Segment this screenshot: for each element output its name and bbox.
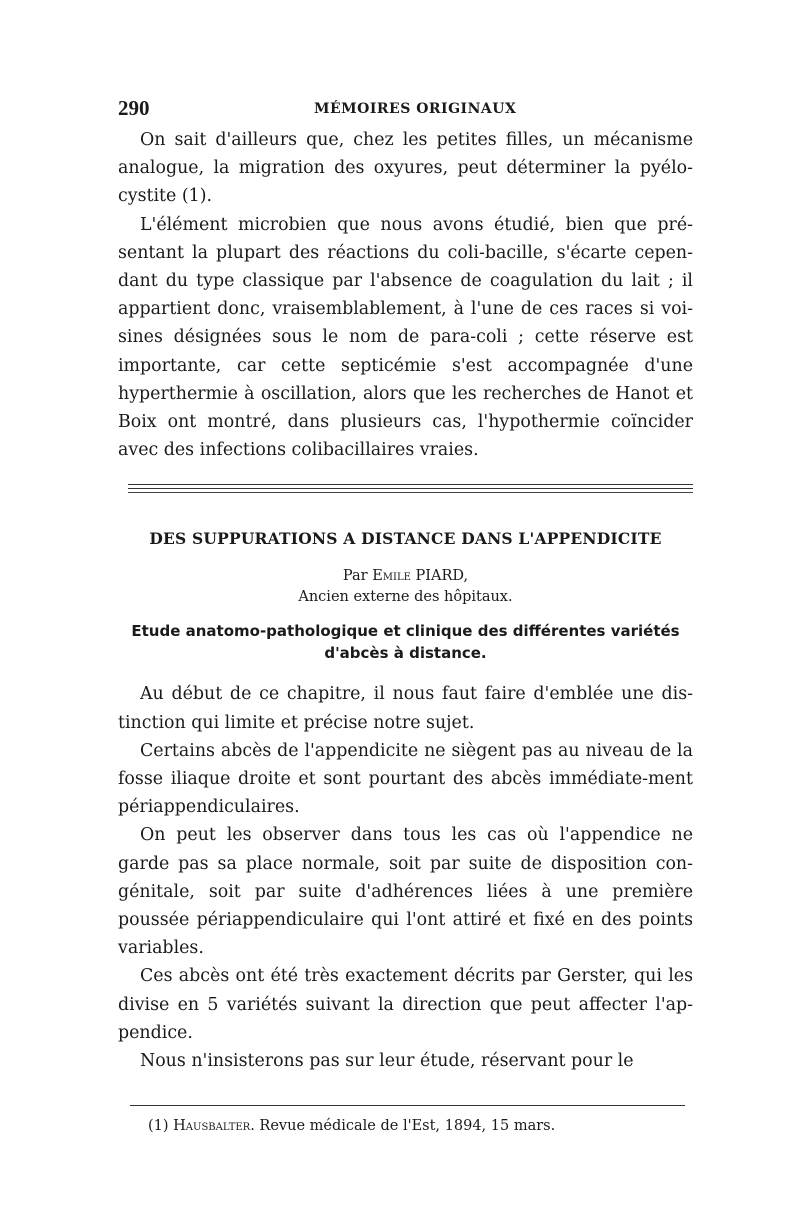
article-body [118,680,693,1075]
running-head: MÉMOIRES ORIGINAUX [314,101,517,117]
footnote-date: 1894, 15 mars. [444,1118,556,1135]
article-paragraph-5: Nous n'insisterons pas sur leur étude, réservant pour le [140,1051,634,1072]
section-title-line-1: Etude anatomo-pathologique et clinique des différentes variétés [131,622,680,641]
article-paragraph-3: On peut les observer dans tous les cas où l'appendice ne garde pas sa place normale, soit par suite de disposition con-génitale, soit par suite d'adhérences liées à une première poussée périappendiculaire qui l'ont attiré et fixé en des points variables. [118,825,693,959]
footnote-journal: Revue médicale de l'Est, [259,1118,441,1135]
author-name: Emile PIARD, [372,568,469,585]
author-title: Ancien externe des hôpitaux. [298,589,513,606]
article-title: DES SUPPURATIONS A DISTANCE DANS L'APPENDICITE [149,529,662,549]
footnote-author: Hausbalter. [173,1118,255,1135]
section-separator [128,484,693,493]
section-title [118,620,693,664]
footnote [148,1118,693,1134]
page-number: 290 [118,96,150,120]
byline-prefix: Par [342,568,368,585]
separator-line [128,484,693,485]
page-header [118,96,693,126]
separator-line [128,492,693,493]
footnote-marker: (1) [148,1118,169,1135]
footnote-rule [130,1105,685,1106]
article-paragraph-4: Ces abcès ont été très exactement décrits par Gerster, qui les divise en 5 variétés suivant la direction que peut affecter l'ap-pendice. [118,966,693,1043]
paragraph-2: L'élément microbien que nous avons étudié, bien que pré-sentant la plupart des réactions du coli-bacille, s'écarte cepen-dant du type classique par l'absence de coagulation du lait ; il appartient donc, vraisemblablement, à l'une de ces races si voi-sines désignées sous le nom de para-coli ; cette réserve est importante, car cette septicémie s'est accompagnée d'une hyperthermie à oscillation, alors que les recherches de Hanot et Boix ont montré, dans plusieurs cas, l'hypothermie coïncider avec des infections colibacillaires vraies. [118,214,693,461]
byline [118,566,693,608]
page [118,96,693,1134]
article-paragraph-1: Au début de ce chapitre, il nous faut faire d'emblée une dis-tinction qui limite et précise notre sujet. [118,684,693,733]
article-paragraph-2: Certains abcès de l'appendicite ne siègent pas au niveau de la fosse iliaque droite et sont pourtant des abcès immédiate-ment périappendiculaires. [118,740,693,818]
section-title-line-2: d'abcès à distance. [324,644,487,663]
paragraph-1: On sait d'ailleurs que, chez les petites filles, un mécanisme analogue, la migration des oxyures, peut déterminer la pyélo-cystite (1). [118,130,693,207]
separator-line [128,488,693,489]
